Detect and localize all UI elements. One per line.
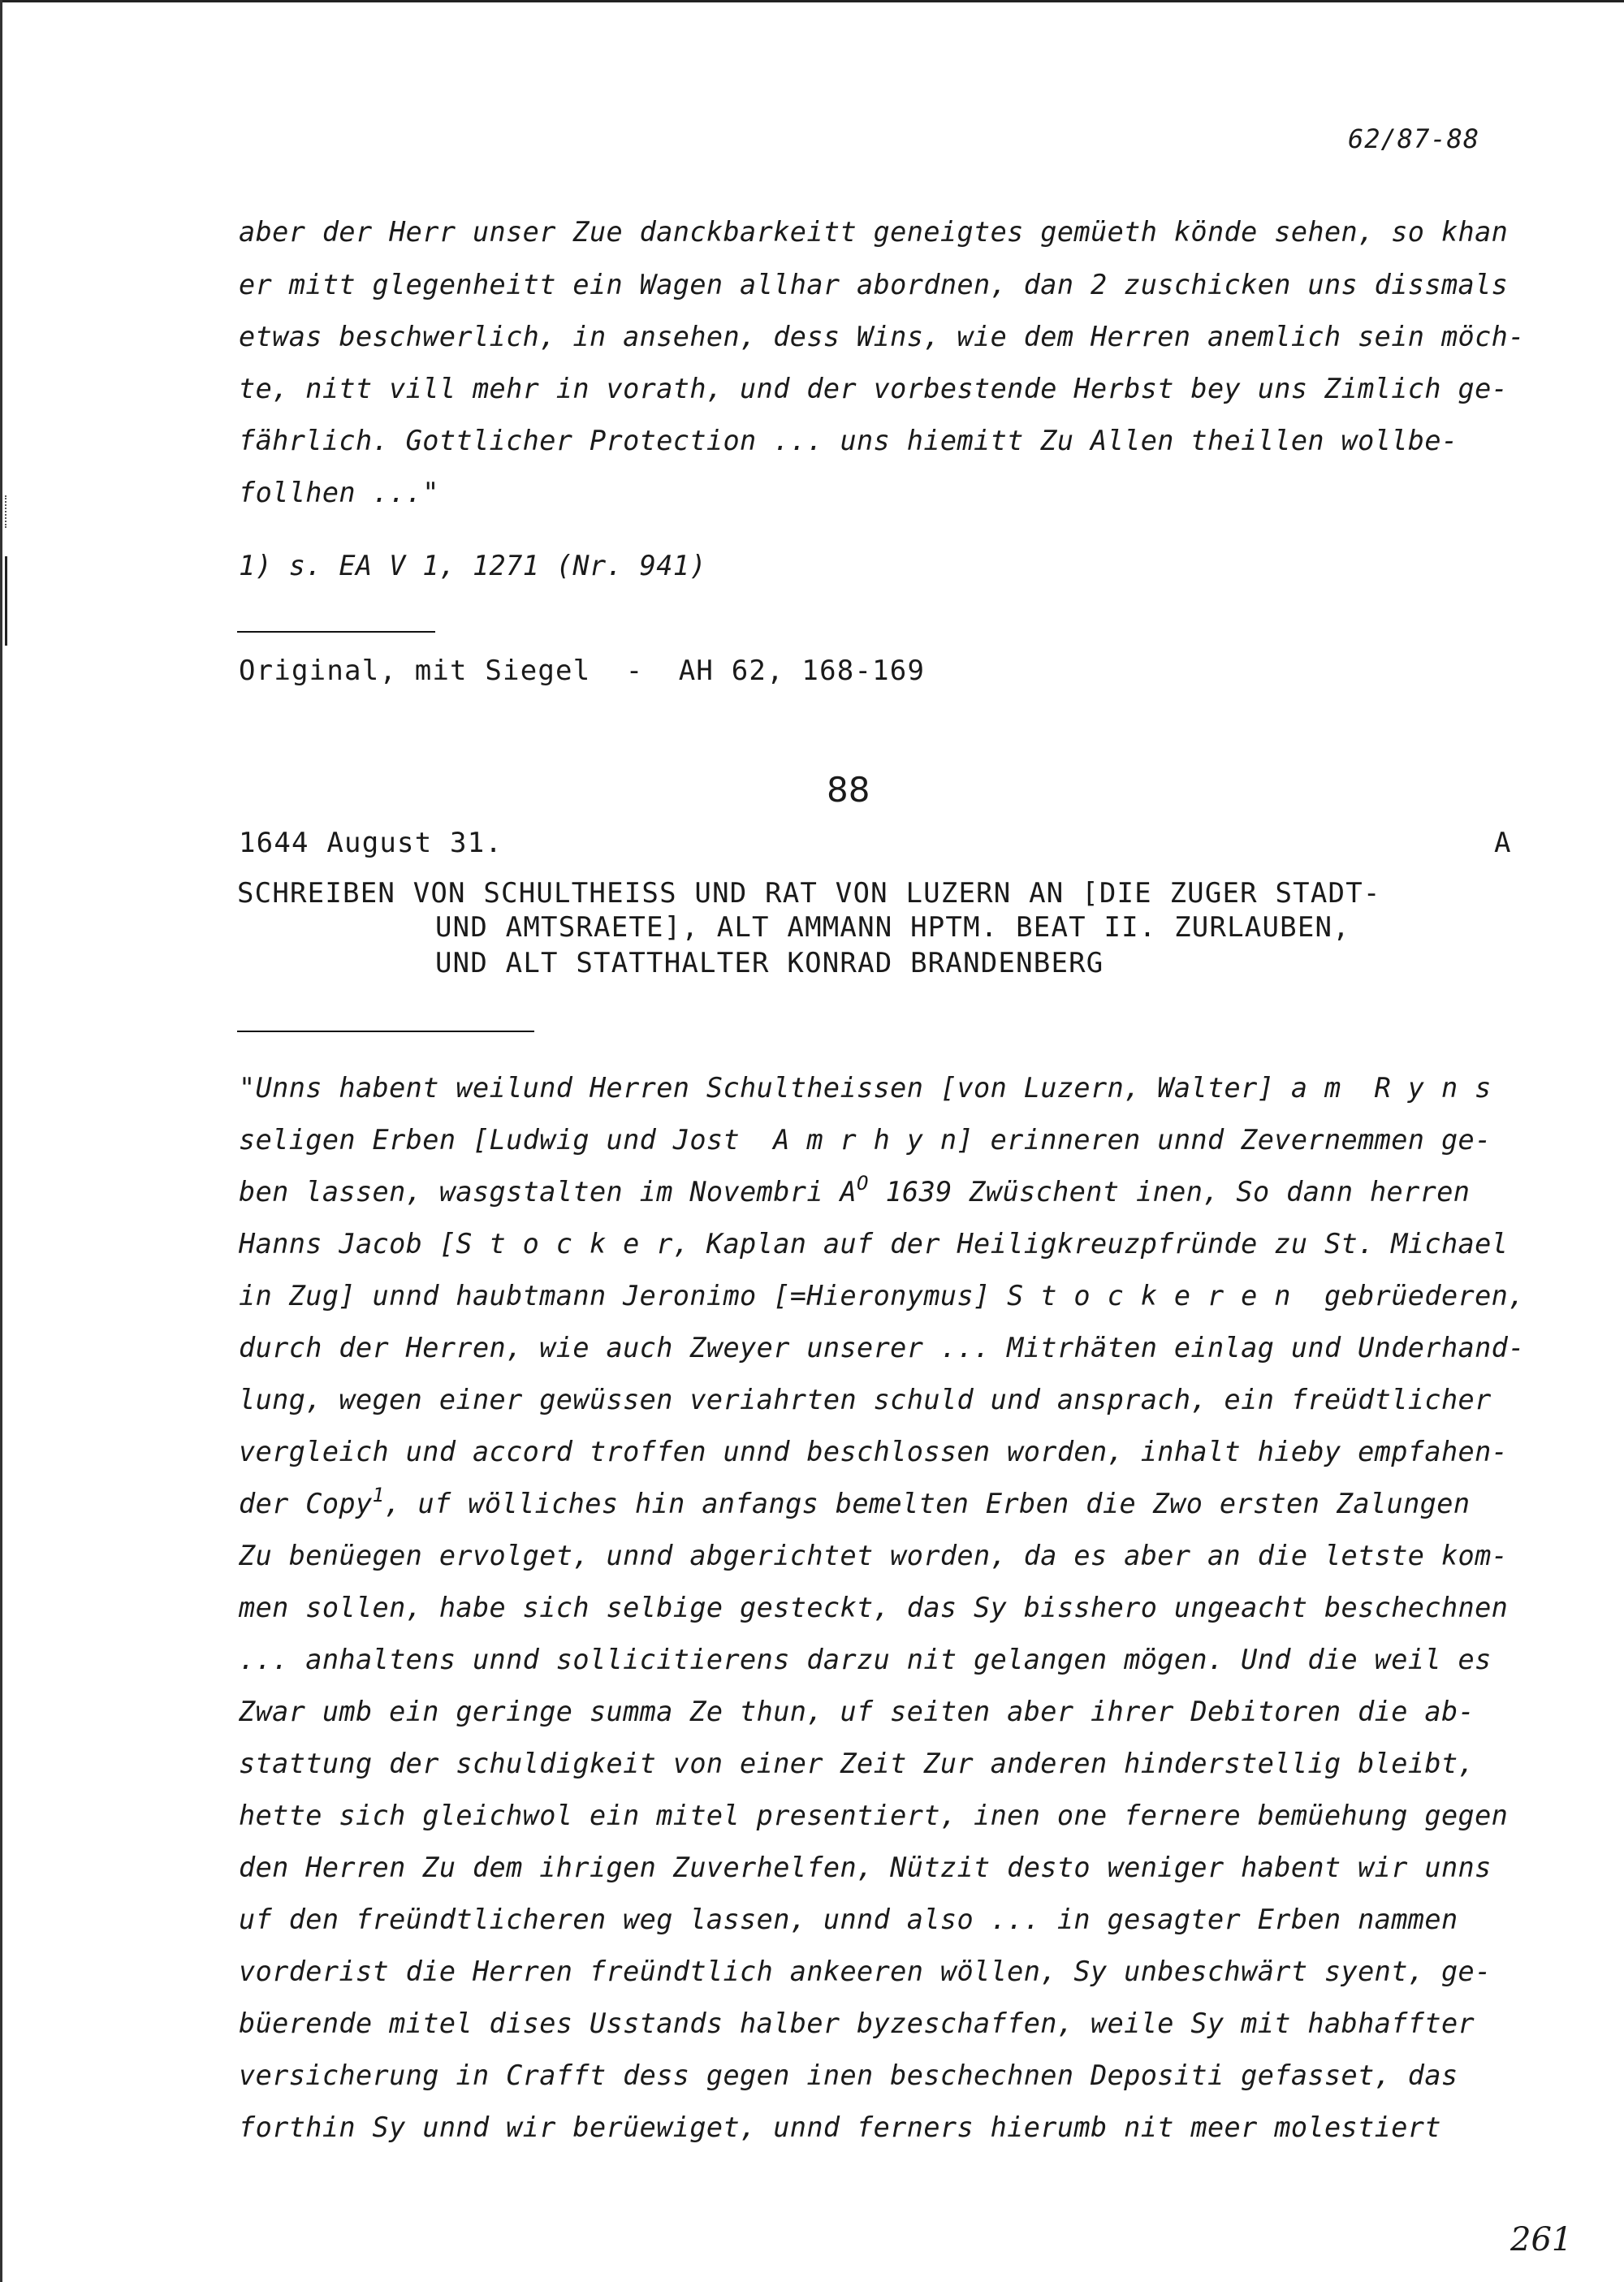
- body-line: vergleich und accord troffen unnd beschlossen worden, inhalt hieby empfahen-: [239, 1436, 1509, 1467]
- heading-line: UND AMTSRAETE], ALT AMMANN HPTM. BEAT II. ZURLAUBEN,: [435, 911, 1350, 944]
- intro-line: aber der Herr unser Zue danckbarkeitt geneigtes gemüeth könde sehen, so khan: [239, 216, 1509, 248]
- body-line: büerende mitel dises Usstands halber byzeschaffen, weile Sy mit habhaffter: [239, 2008, 1475, 2039]
- body-line: stattung der schuldigkeit von einer Zeit Zur anderen hinderstellig bleibt,: [239, 1748, 1475, 1779]
- document-letter: A: [1494, 827, 1511, 859]
- source-note: Original, mit Siegel - AH 62, 168-169: [239, 655, 926, 687]
- body-line: Zwar umb ein geringe summa Ze thun, uf seiten aber ihrer Debitoren die ab-: [239, 1696, 1475, 1727]
- page-edge-left: [0, 0, 2, 2282]
- intro-line: fährlich. Gottlicher Protection ... uns hiemitt Zu Allen theillen wollbe-: [239, 425, 1458, 456]
- heading-rule: [237, 1031, 534, 1032]
- body-line: lung, wegen einer gewüssen veriahrten schuld und ansprach, ein freüdtlicher: [239, 1384, 1492, 1415]
- binding-dots: [5, 495, 9, 528]
- body-line: Hanns Jacob [S t o c k e r, Kaplan auf der Heiligkreuzpfründe zu St. Michael: [239, 1228, 1509, 1260]
- intro-line: follhen ...": [239, 477, 439, 508]
- body-line: [239, 1172, 1471, 1208]
- page-edge-top: [0, 0, 1624, 2]
- footnote-marker: 1: [372, 1484, 385, 1506]
- document-date: 1644 August 31.: [239, 827, 503, 859]
- binding-mark: [5, 556, 11, 646]
- body-line: hette sich gleichwol ein mitel presentiert, inen one fernere bemüehung gegen: [239, 1800, 1509, 1831]
- intro-line: etwas beschwerlich, in ansehen, dess Wins, wie dem Herren anemlich sein möch-: [239, 321, 1525, 352]
- heading-line: SCHREIBEN VON SCHULTHEISS UND RAT VON LUZERN AN [DIE ZUGER STADT-: [237, 877, 1381, 910]
- superscript: O: [857, 1172, 869, 1195]
- document-number: 88: [827, 770, 870, 810]
- intro-line: er mitt glegenheitt ein Wagen allhar abordnen, dan 2 zuschicken uns dissmals: [239, 269, 1509, 300]
- body-line: Zu benüegen ervolget, unnd abgerichtet worden, da es aber an die letste kom-: [239, 1540, 1509, 1571]
- body-line: forthin Sy unnd wir berüewiget, unnd ferners hierumb nit meer molestiert: [239, 2111, 1441, 2143]
- footnote: 1) s. EA V 1, 1271 (Nr. 941): [239, 550, 706, 581]
- body-line: vorderist die Herren freündtlich ankeeren wöllen, Sy unbeschwärt syent, ge-: [239, 1956, 1492, 1987]
- handwritten-page-number: 261: [1510, 2221, 1573, 2258]
- heading-line: UND ALT STATTHALTER KONRAD BRANDENBERG: [435, 947, 1104, 979]
- page-reference: 62/87-88: [1348, 123, 1480, 154]
- body-text: ben lassen, wasgstalten im Novembri A: [239, 1176, 857, 1208]
- body-line: versicherung in Crafft dess gegen inen beschechnen Depositi gefasset, das: [239, 2059, 1458, 2091]
- intro-line: te, nitt vill mehr in vorath, und der vorbestende Herbst bey uns Zimlich ge-: [239, 373, 1509, 404]
- body-line: uf den freündtlicheren weg lassen, unnd also ... in gesagter Erben nammen: [239, 1904, 1458, 1935]
- body-line: in Zug] unnd haubtmann Jeronimo [=Hieronymus] S t o c k e r e n gebrüederen,: [239, 1280, 1525, 1312]
- body-line: [239, 1484, 1471, 1519]
- body-text: der Copy: [239, 1488, 373, 1519]
- body-line: durch der Herren, wie auch Zweyer unserer ... Mitrhäten einlag und Underhand-: [239, 1332, 1525, 1364]
- body-line: ... anhaltens unnd sollicitierens darzu nit gelangen mögen. Und die weil es: [239, 1644, 1492, 1675]
- body-line: "Unns habent weilund Herren Schultheissen [von Luzern, Walter] a m R y n s: [239, 1072, 1492, 1104]
- footnote-rule: [237, 631, 435, 633]
- body-text: 1639 Zwüschent inen, So dann herren: [868, 1176, 1471, 1208]
- body-line: seligen Erben [Ludwig und Jost A m r h y n] erinneren unnd Zevernemmen ge-: [239, 1124, 1492, 1156]
- body-text: , uf wölliches hin anfangs bemelten Erben die Zwo ersten Zalungen: [384, 1488, 1471, 1519]
- body-line: men sollen, habe sich selbige gesteckt, das Sy bisshero ungeacht beschechnen: [239, 1592, 1509, 1623]
- body-line: den Herren Zu dem ihrigen Zuverhelfen, Nützit desto weniger habent wir unns: [239, 1852, 1492, 1883]
